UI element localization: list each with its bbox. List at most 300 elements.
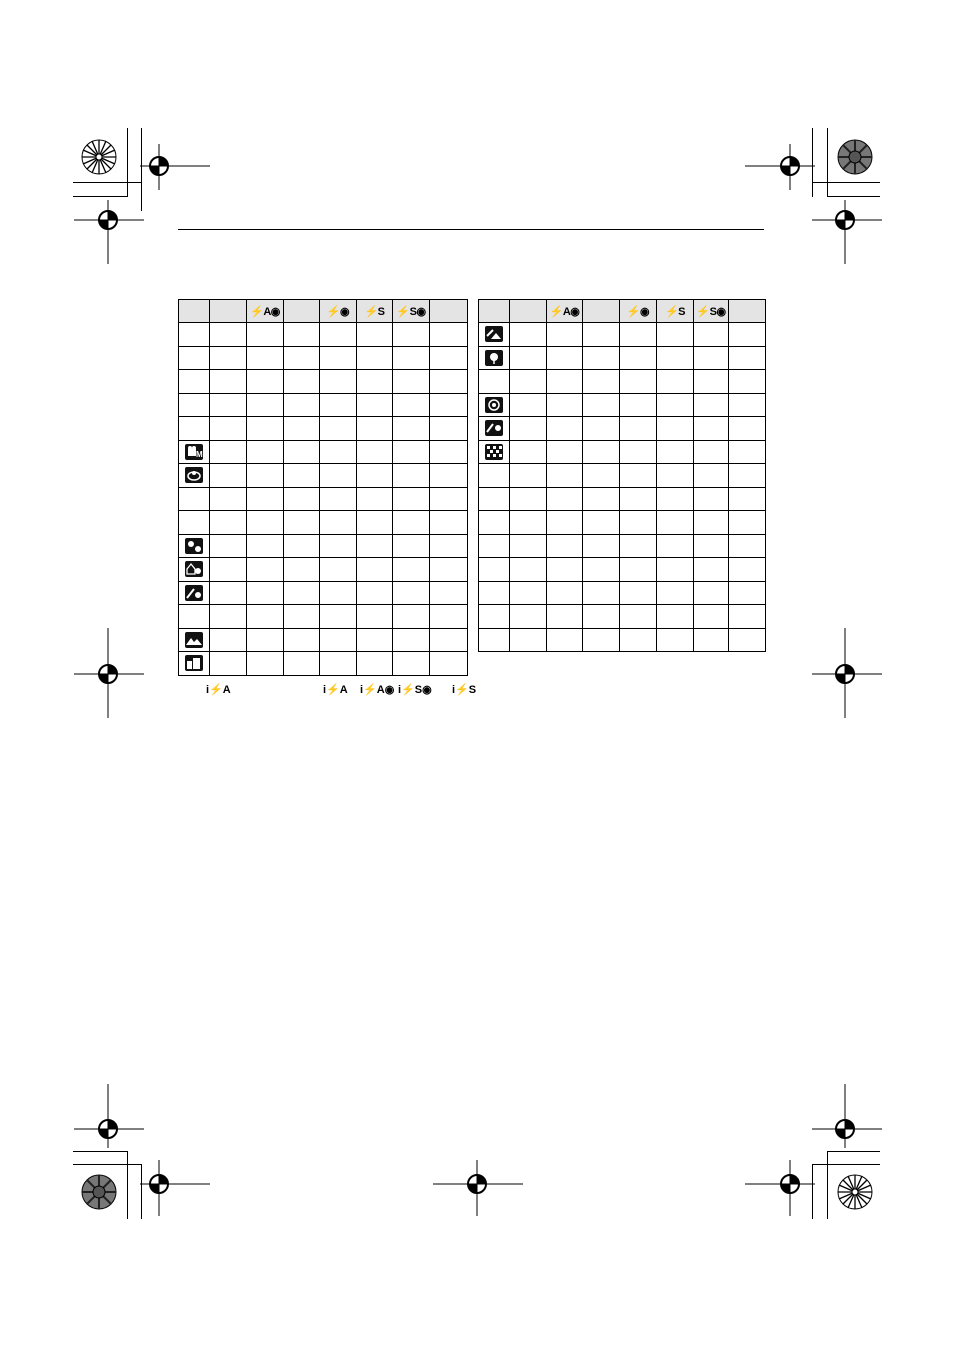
table-cell bbox=[320, 511, 357, 535]
table-cell bbox=[357, 511, 393, 535]
table-cell bbox=[210, 558, 247, 582]
table-cell bbox=[210, 511, 247, 535]
table-cell bbox=[284, 440, 320, 464]
table-cell bbox=[393, 511, 430, 535]
flash-on-redeye-icon: ⚡◉ bbox=[626, 305, 650, 318]
table-cell bbox=[583, 323, 620, 347]
table-cell bbox=[320, 417, 357, 441]
header-cell bbox=[247, 300, 284, 323]
table-cell bbox=[657, 487, 694, 511]
table-header-row bbox=[479, 300, 766, 323]
table-cell bbox=[284, 628, 320, 652]
scene-cell bbox=[479, 346, 510, 370]
table-cell bbox=[547, 487, 583, 511]
table-cell bbox=[247, 346, 284, 370]
table-cell bbox=[320, 464, 357, 488]
scene-cell bbox=[179, 370, 210, 394]
table-cell bbox=[620, 393, 657, 417]
scene-cell bbox=[179, 558, 210, 582]
table-cell bbox=[357, 628, 393, 652]
scene-cell bbox=[179, 440, 210, 464]
table-row bbox=[179, 628, 468, 652]
table-cell bbox=[430, 346, 468, 370]
header-cell bbox=[620, 300, 657, 323]
table-row bbox=[179, 464, 468, 488]
table-cell bbox=[247, 417, 284, 441]
table-cell bbox=[510, 534, 547, 558]
table-cell bbox=[547, 511, 583, 535]
table-cell bbox=[210, 440, 247, 464]
table-cell bbox=[247, 581, 284, 605]
scene-cell bbox=[479, 534, 510, 558]
table-cell bbox=[657, 605, 694, 629]
table-cell bbox=[430, 581, 468, 605]
table-cell bbox=[393, 417, 430, 441]
color-rosette-icon bbox=[837, 1174, 873, 1210]
table-cell bbox=[393, 605, 430, 629]
table-cell bbox=[547, 417, 583, 441]
table-cell bbox=[583, 628, 620, 652]
flash-slow-sync-redeye-icon: ⚡S◉ bbox=[696, 305, 726, 318]
table-cell bbox=[657, 628, 694, 652]
table-cell bbox=[620, 511, 657, 535]
registration-target-icon bbox=[140, 1160, 210, 1216]
table-cell bbox=[247, 652, 284, 676]
table-cell bbox=[357, 346, 393, 370]
flash-settings-table-left bbox=[178, 299, 468, 676]
table-cell bbox=[694, 440, 729, 464]
architecture-icon bbox=[185, 655, 203, 671]
scene-cell bbox=[479, 393, 510, 417]
scene-cell bbox=[179, 628, 210, 652]
food-icon bbox=[485, 397, 503, 413]
table-cell bbox=[210, 393, 247, 417]
table-cell bbox=[284, 511, 320, 535]
header-cell bbox=[510, 300, 547, 323]
table-cell bbox=[729, 393, 766, 417]
table-cell bbox=[547, 605, 583, 629]
table-row bbox=[479, 558, 766, 582]
table-row bbox=[179, 346, 468, 370]
scene-cell bbox=[179, 346, 210, 370]
table-cell bbox=[284, 464, 320, 488]
table-cell bbox=[210, 370, 247, 394]
table-cell bbox=[657, 346, 694, 370]
table-cell bbox=[583, 511, 620, 535]
scenery-icon bbox=[185, 632, 203, 648]
table-cell bbox=[284, 393, 320, 417]
scene-cell bbox=[479, 323, 510, 347]
table-cell bbox=[247, 605, 284, 629]
scene-cell bbox=[179, 487, 210, 511]
table-cell bbox=[694, 558, 729, 582]
table-cell bbox=[657, 393, 694, 417]
table-cell bbox=[393, 581, 430, 605]
table-cell bbox=[284, 417, 320, 441]
table-cell bbox=[729, 417, 766, 441]
table-cell bbox=[694, 464, 729, 488]
scene-cell bbox=[479, 558, 510, 582]
table-cell bbox=[357, 487, 393, 511]
table-row bbox=[479, 534, 766, 558]
table-cell bbox=[393, 487, 430, 511]
table-cell bbox=[430, 511, 468, 535]
table-cell bbox=[393, 346, 430, 370]
table-cell bbox=[320, 652, 357, 676]
indoor-portrait-icon bbox=[185, 561, 203, 577]
table-cell bbox=[393, 370, 430, 394]
header-cell bbox=[393, 300, 430, 323]
table-cell bbox=[729, 605, 766, 629]
table-cell bbox=[284, 558, 320, 582]
table-cell bbox=[547, 581, 583, 605]
table-row bbox=[179, 605, 468, 629]
table-row bbox=[479, 464, 766, 488]
svg-text:M: M bbox=[196, 449, 203, 459]
table-cell bbox=[510, 605, 547, 629]
table-row bbox=[479, 323, 766, 347]
table-cell bbox=[320, 370, 357, 394]
table-cell bbox=[583, 534, 620, 558]
table-cell bbox=[430, 534, 468, 558]
table-cell bbox=[510, 417, 547, 441]
table-cell bbox=[583, 487, 620, 511]
table-cell bbox=[284, 346, 320, 370]
creative-portrait-icon bbox=[185, 585, 203, 601]
table-cell bbox=[393, 464, 430, 488]
scene-cell bbox=[179, 581, 210, 605]
table-cell bbox=[510, 370, 547, 394]
table-row bbox=[179, 652, 468, 676]
scene-cell bbox=[479, 605, 510, 629]
table-cell bbox=[620, 370, 657, 394]
flash-slow-sync-redeye-icon: ⚡S◉ bbox=[396, 305, 426, 318]
table-cell bbox=[430, 558, 468, 582]
table-cell bbox=[210, 628, 247, 652]
table-cell bbox=[583, 558, 620, 582]
mosaic-icon bbox=[485, 444, 503, 460]
table-cell bbox=[729, 628, 766, 652]
table-cell bbox=[694, 605, 729, 629]
table-cell bbox=[320, 534, 357, 558]
table-cell bbox=[357, 393, 393, 417]
table-cell bbox=[430, 323, 468, 347]
table-cell bbox=[547, 346, 583, 370]
flash-slow-sync-icon: ⚡S bbox=[664, 305, 686, 318]
table-cell bbox=[729, 346, 766, 370]
registration-target-icon bbox=[812, 1084, 882, 1148]
registration-target-icon bbox=[812, 628, 882, 718]
table-cell bbox=[510, 628, 547, 652]
table-cell bbox=[620, 628, 657, 652]
scene-cell bbox=[179, 534, 210, 558]
table-row bbox=[179, 417, 468, 441]
table-cell bbox=[729, 440, 766, 464]
table-cell bbox=[583, 440, 620, 464]
table-cell bbox=[284, 605, 320, 629]
table-cell bbox=[284, 581, 320, 605]
table-cell bbox=[583, 393, 620, 417]
table-cell bbox=[247, 558, 284, 582]
table-cell bbox=[620, 323, 657, 347]
scene-cell bbox=[479, 440, 510, 464]
table-cell bbox=[430, 393, 468, 417]
table-cell bbox=[583, 417, 620, 441]
table-cell bbox=[247, 487, 284, 511]
table-cell bbox=[430, 652, 468, 676]
table-cell bbox=[657, 370, 694, 394]
table-cell bbox=[620, 534, 657, 558]
table-cell bbox=[657, 323, 694, 347]
creative-closeup-icon bbox=[485, 420, 503, 436]
table-cell bbox=[657, 440, 694, 464]
table-row bbox=[179, 393, 468, 417]
table-cell bbox=[694, 628, 729, 652]
scene-cell bbox=[479, 511, 510, 535]
table-cell bbox=[729, 323, 766, 347]
color-rosette-icon bbox=[81, 1174, 117, 1210]
table-cell bbox=[583, 346, 620, 370]
table-cell bbox=[729, 464, 766, 488]
table-row bbox=[479, 605, 766, 629]
scene-cell bbox=[479, 487, 510, 511]
table-cell bbox=[320, 628, 357, 652]
table-cell bbox=[729, 487, 766, 511]
table-cell bbox=[393, 534, 430, 558]
table-cell bbox=[510, 511, 547, 535]
table-cell bbox=[247, 464, 284, 488]
registration-target-icon bbox=[812, 200, 882, 264]
table-cell bbox=[510, 393, 547, 417]
flash-slow-sync-icon: ⚡S bbox=[364, 305, 385, 318]
table-cell bbox=[547, 393, 583, 417]
scene-cell bbox=[479, 581, 510, 605]
table-row bbox=[479, 346, 766, 370]
table-cell bbox=[657, 581, 694, 605]
table-cell bbox=[620, 605, 657, 629]
sunshine-portrait-icon bbox=[185, 538, 203, 554]
registration-target-icon bbox=[433, 1160, 523, 1216]
table-cell bbox=[357, 464, 393, 488]
footnote-glyph: i⚡A bbox=[206, 684, 231, 696]
table-cell bbox=[430, 440, 468, 464]
table-cell bbox=[729, 370, 766, 394]
registration-target-icon bbox=[745, 1160, 815, 1216]
table-header-row bbox=[179, 300, 468, 323]
table-cell bbox=[393, 652, 430, 676]
scene-cell bbox=[179, 605, 210, 629]
table-cell bbox=[620, 440, 657, 464]
scene-cell bbox=[179, 393, 210, 417]
footnote-glyph: i⚡S bbox=[452, 684, 477, 696]
table-cell bbox=[247, 393, 284, 417]
header-cell bbox=[284, 300, 320, 323]
table-cell bbox=[583, 464, 620, 488]
table-cell bbox=[729, 511, 766, 535]
table-cell bbox=[729, 558, 766, 582]
table-cell bbox=[357, 652, 393, 676]
flash-auto-redeye-icon: ⚡A◉ bbox=[250, 305, 280, 318]
table-cell bbox=[320, 605, 357, 629]
table-cell bbox=[729, 581, 766, 605]
scene-cell bbox=[479, 370, 510, 394]
table-cell bbox=[320, 487, 357, 511]
table-cell bbox=[247, 534, 284, 558]
table-cell bbox=[320, 323, 357, 347]
scene-cell bbox=[179, 652, 210, 676]
table-cell bbox=[430, 628, 468, 652]
table-cell bbox=[210, 534, 247, 558]
table-row bbox=[179, 511, 468, 535]
table-cell bbox=[393, 628, 430, 652]
header-cell bbox=[729, 300, 766, 323]
table-cell bbox=[694, 511, 729, 535]
table-row bbox=[179, 487, 468, 511]
table-row bbox=[479, 393, 766, 417]
flash-auto-redeye-icon: ⚡A◉ bbox=[549, 305, 580, 318]
table-cell bbox=[583, 581, 620, 605]
table-cell bbox=[620, 558, 657, 582]
table-cell bbox=[284, 370, 320, 394]
table-row bbox=[179, 440, 468, 464]
table-cell bbox=[430, 605, 468, 629]
table-row bbox=[179, 558, 468, 582]
scene-cell bbox=[479, 628, 510, 652]
registration-target-icon bbox=[74, 200, 144, 264]
table-cell bbox=[210, 605, 247, 629]
table-cell bbox=[694, 370, 729, 394]
table-row bbox=[479, 417, 766, 441]
table-cell bbox=[393, 558, 430, 582]
table-cell bbox=[430, 370, 468, 394]
table-cell bbox=[694, 393, 729, 417]
table-cell bbox=[583, 370, 620, 394]
header-cell bbox=[210, 300, 247, 323]
header-cell bbox=[657, 300, 694, 323]
table-cell bbox=[583, 605, 620, 629]
table-row bbox=[479, 487, 766, 511]
flower-icon bbox=[485, 350, 503, 366]
table-cell bbox=[547, 440, 583, 464]
table-cell bbox=[357, 534, 393, 558]
table-row bbox=[479, 370, 766, 394]
table-cell bbox=[357, 440, 393, 464]
table-row bbox=[479, 440, 766, 464]
table-cell bbox=[694, 487, 729, 511]
table-cell bbox=[620, 581, 657, 605]
table-cell bbox=[657, 464, 694, 488]
table-cell bbox=[393, 393, 430, 417]
table-cell bbox=[210, 464, 247, 488]
table-cell bbox=[694, 534, 729, 558]
color-rosette-icon bbox=[81, 139, 117, 175]
table-cell bbox=[547, 370, 583, 394]
header-cell bbox=[430, 300, 468, 323]
registration-target-icon bbox=[74, 628, 144, 718]
scene-cell bbox=[479, 464, 510, 488]
table-cell bbox=[657, 417, 694, 441]
table-cell bbox=[320, 581, 357, 605]
table-cell bbox=[510, 323, 547, 347]
table-cell bbox=[284, 652, 320, 676]
table-cell bbox=[620, 464, 657, 488]
header-cell bbox=[179, 300, 210, 323]
table-cell bbox=[657, 511, 694, 535]
table-cell bbox=[357, 323, 393, 347]
motion-picture-icon bbox=[185, 444, 203, 460]
header-cell bbox=[547, 300, 583, 323]
table-cell bbox=[210, 323, 247, 347]
table-cell bbox=[510, 558, 547, 582]
scene-cell bbox=[179, 417, 210, 441]
table-cell bbox=[430, 487, 468, 511]
table-cell bbox=[547, 323, 583, 347]
scene-cell bbox=[179, 323, 210, 347]
footnote-glyph: i⚡A◉ bbox=[360, 684, 395, 696]
table-cell bbox=[247, 370, 284, 394]
registration-target-icon bbox=[140, 144, 210, 190]
table-row bbox=[179, 370, 468, 394]
table-row bbox=[179, 581, 468, 605]
table-cell bbox=[510, 346, 547, 370]
table-cell bbox=[510, 440, 547, 464]
table-cell bbox=[210, 652, 247, 676]
header-cell bbox=[694, 300, 729, 323]
table-cell bbox=[284, 323, 320, 347]
table-cell bbox=[357, 605, 393, 629]
table-cell bbox=[547, 558, 583, 582]
table-row bbox=[179, 323, 468, 347]
table-cell bbox=[320, 393, 357, 417]
table-cell bbox=[247, 511, 284, 535]
table-cell bbox=[510, 464, 547, 488]
table-row bbox=[479, 511, 766, 535]
table-cell bbox=[694, 346, 729, 370]
footnote-glyph: i⚡A bbox=[323, 684, 348, 696]
table-cell bbox=[210, 346, 247, 370]
table-row bbox=[479, 581, 766, 605]
table-cell bbox=[357, 581, 393, 605]
registration-target-icon bbox=[74, 1084, 144, 1148]
header-rule bbox=[178, 229, 764, 230]
header-cell bbox=[320, 300, 357, 323]
table-cell bbox=[320, 346, 357, 370]
table-cell bbox=[510, 581, 547, 605]
table-cell bbox=[657, 558, 694, 582]
table-cell bbox=[357, 370, 393, 394]
table-cell bbox=[430, 417, 468, 441]
table-cell bbox=[247, 628, 284, 652]
registration-target-icon bbox=[745, 144, 815, 190]
table-cell bbox=[284, 534, 320, 558]
intelligent-auto-icon bbox=[185, 467, 203, 483]
footnote-glyph: i⚡S◉ bbox=[398, 684, 432, 696]
table-cell bbox=[547, 534, 583, 558]
table-cell bbox=[510, 487, 547, 511]
scene-cell bbox=[479, 417, 510, 441]
table-cell bbox=[620, 487, 657, 511]
table-cell bbox=[357, 558, 393, 582]
table-cell bbox=[284, 487, 320, 511]
table-cell bbox=[547, 464, 583, 488]
table-cell bbox=[210, 487, 247, 511]
table-cell bbox=[694, 323, 729, 347]
header-cell bbox=[357, 300, 393, 323]
table-cell bbox=[430, 464, 468, 488]
table-cell bbox=[620, 346, 657, 370]
flash-settings-table-right bbox=[478, 299, 766, 652]
table-cell bbox=[694, 581, 729, 605]
